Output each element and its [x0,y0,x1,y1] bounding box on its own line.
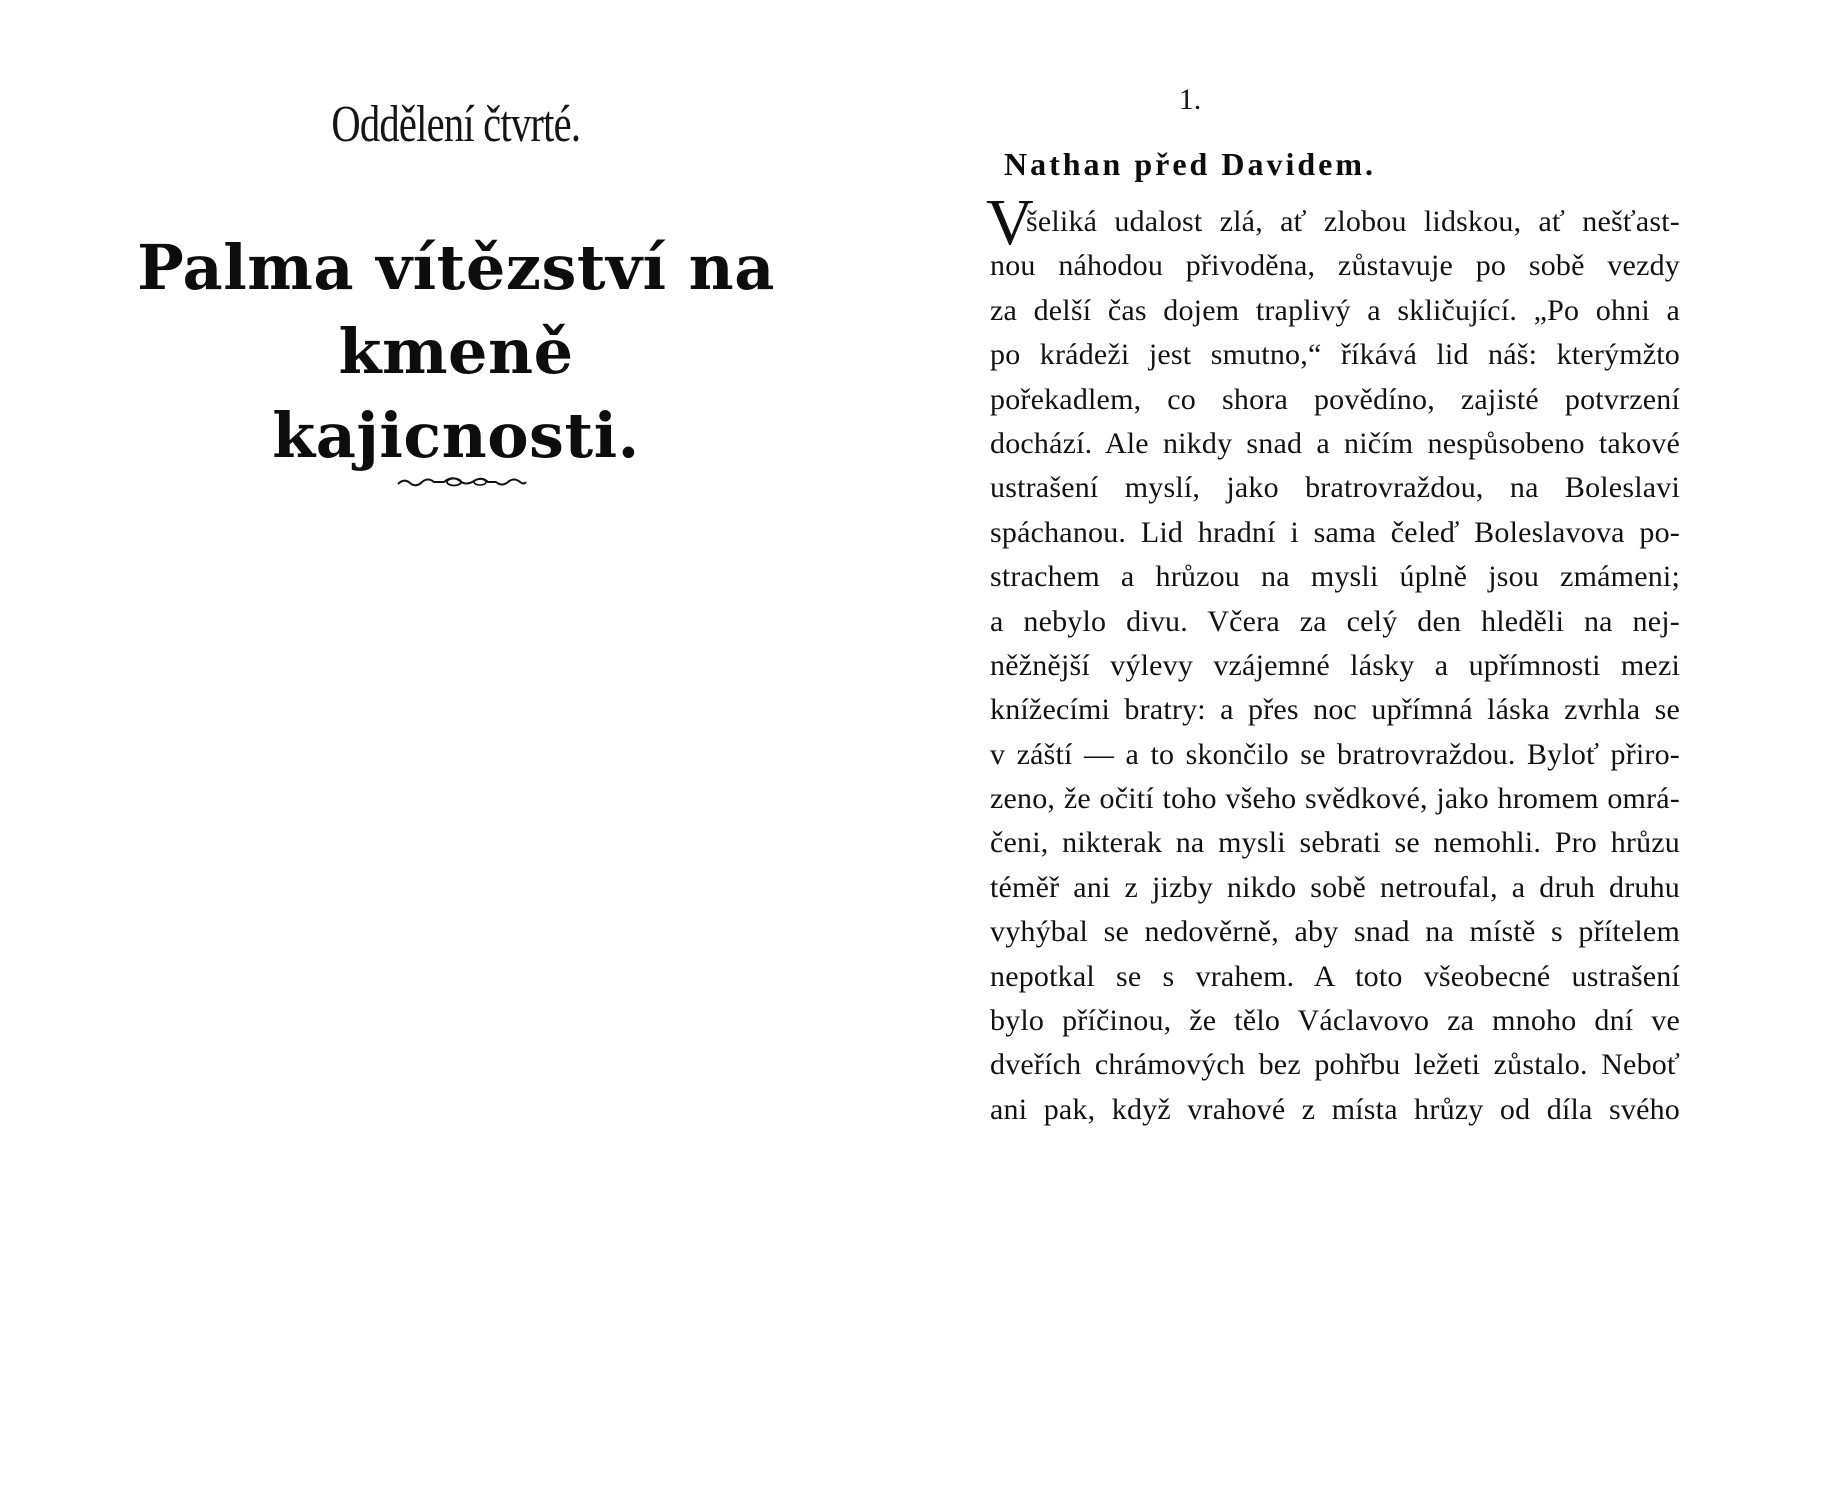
text-line: pořekadlem, co shora povědíno, zajisté potvrzení [990,382,1680,416]
text-line: něžnější výlevy vzájemné lásky a upřímnosti mezi [990,648,1680,682]
text-line: dochází. Ale nikdy snad a ničím nespůsobeno takové [990,426,1680,460]
text-line: strachem a hrůzou na mysli úplně jsou zmámeni; [990,560,1680,594]
part-title-line-1: Palma vítězství na kmeně [137,231,775,388]
part-title-line-2: kajicnosti. [272,399,640,472]
text-line: šeliká udalost zlá, ať zlobou lidskou, ať nešťast- [1026,205,1680,238]
text-line: spáchanou. Lid hradní i sama čeleď Boleslavova po- [990,515,1680,549]
text-line: zeno, že očití toho všeho svědkové, jako hromem omrá- [990,782,1680,816]
text-line: nepotkal se s vrahem. A toto všeobecné ustrašení [990,959,1680,993]
text-line: čeni, nikterak na mysli sebrati se nemohli. Pro hrůzu [990,826,1680,860]
text-line: v záští — a to skončilo se bratrovraždou. Byloť přiro- [990,737,1680,771]
text-line: vyhýbal se nedověrně, aby snad na místě s přítelem [990,915,1680,949]
text-line: téměř ani z jizby nikdo sobě netroufal, a druh druhu [990,870,1680,904]
body-text [990,200,1680,1132]
text-line: za delší čas dojem traplivý a skličující. „Po ohni a [990,293,1680,327]
right-page [912,0,1824,1500]
section-label: Oddělení čtvrté. [331,96,581,153]
text-line: nou náhodou přivoděna, zůstavuje po sobě vezdy [990,249,1680,283]
ornament-divider-icon [396,470,528,494]
drop-cap: V [986,186,1034,259]
text-line: knížecími bratry: a přes noc upřímná láska zvrhla se [990,693,1680,727]
chapter-title: Nathan před Davidem. [1003,146,1376,182]
text-line: ani pak, když vrahové z místa hrůzy od díla svého [990,1092,1680,1126]
text-line: dveřích chrámových bez pohřbu ležeti zůstalo. Neboť [990,1048,1680,1082]
text-line: po krádeži jest smutno,“ říkává lid náš: kterýmžto [990,338,1680,372]
text-line: ustrašení myslí, jako bratrovraždou, na Boleslavi [990,471,1680,505]
chapter-number: 1. [1178,83,1202,116]
text-line: bylo příčinou, že tělo Václavovo za mnoho dní ve [990,1004,1680,1038]
part-title [40,226,872,478]
text-line: a nebylo divu. Včera za celý den hleděli na nej- [990,604,1680,638]
